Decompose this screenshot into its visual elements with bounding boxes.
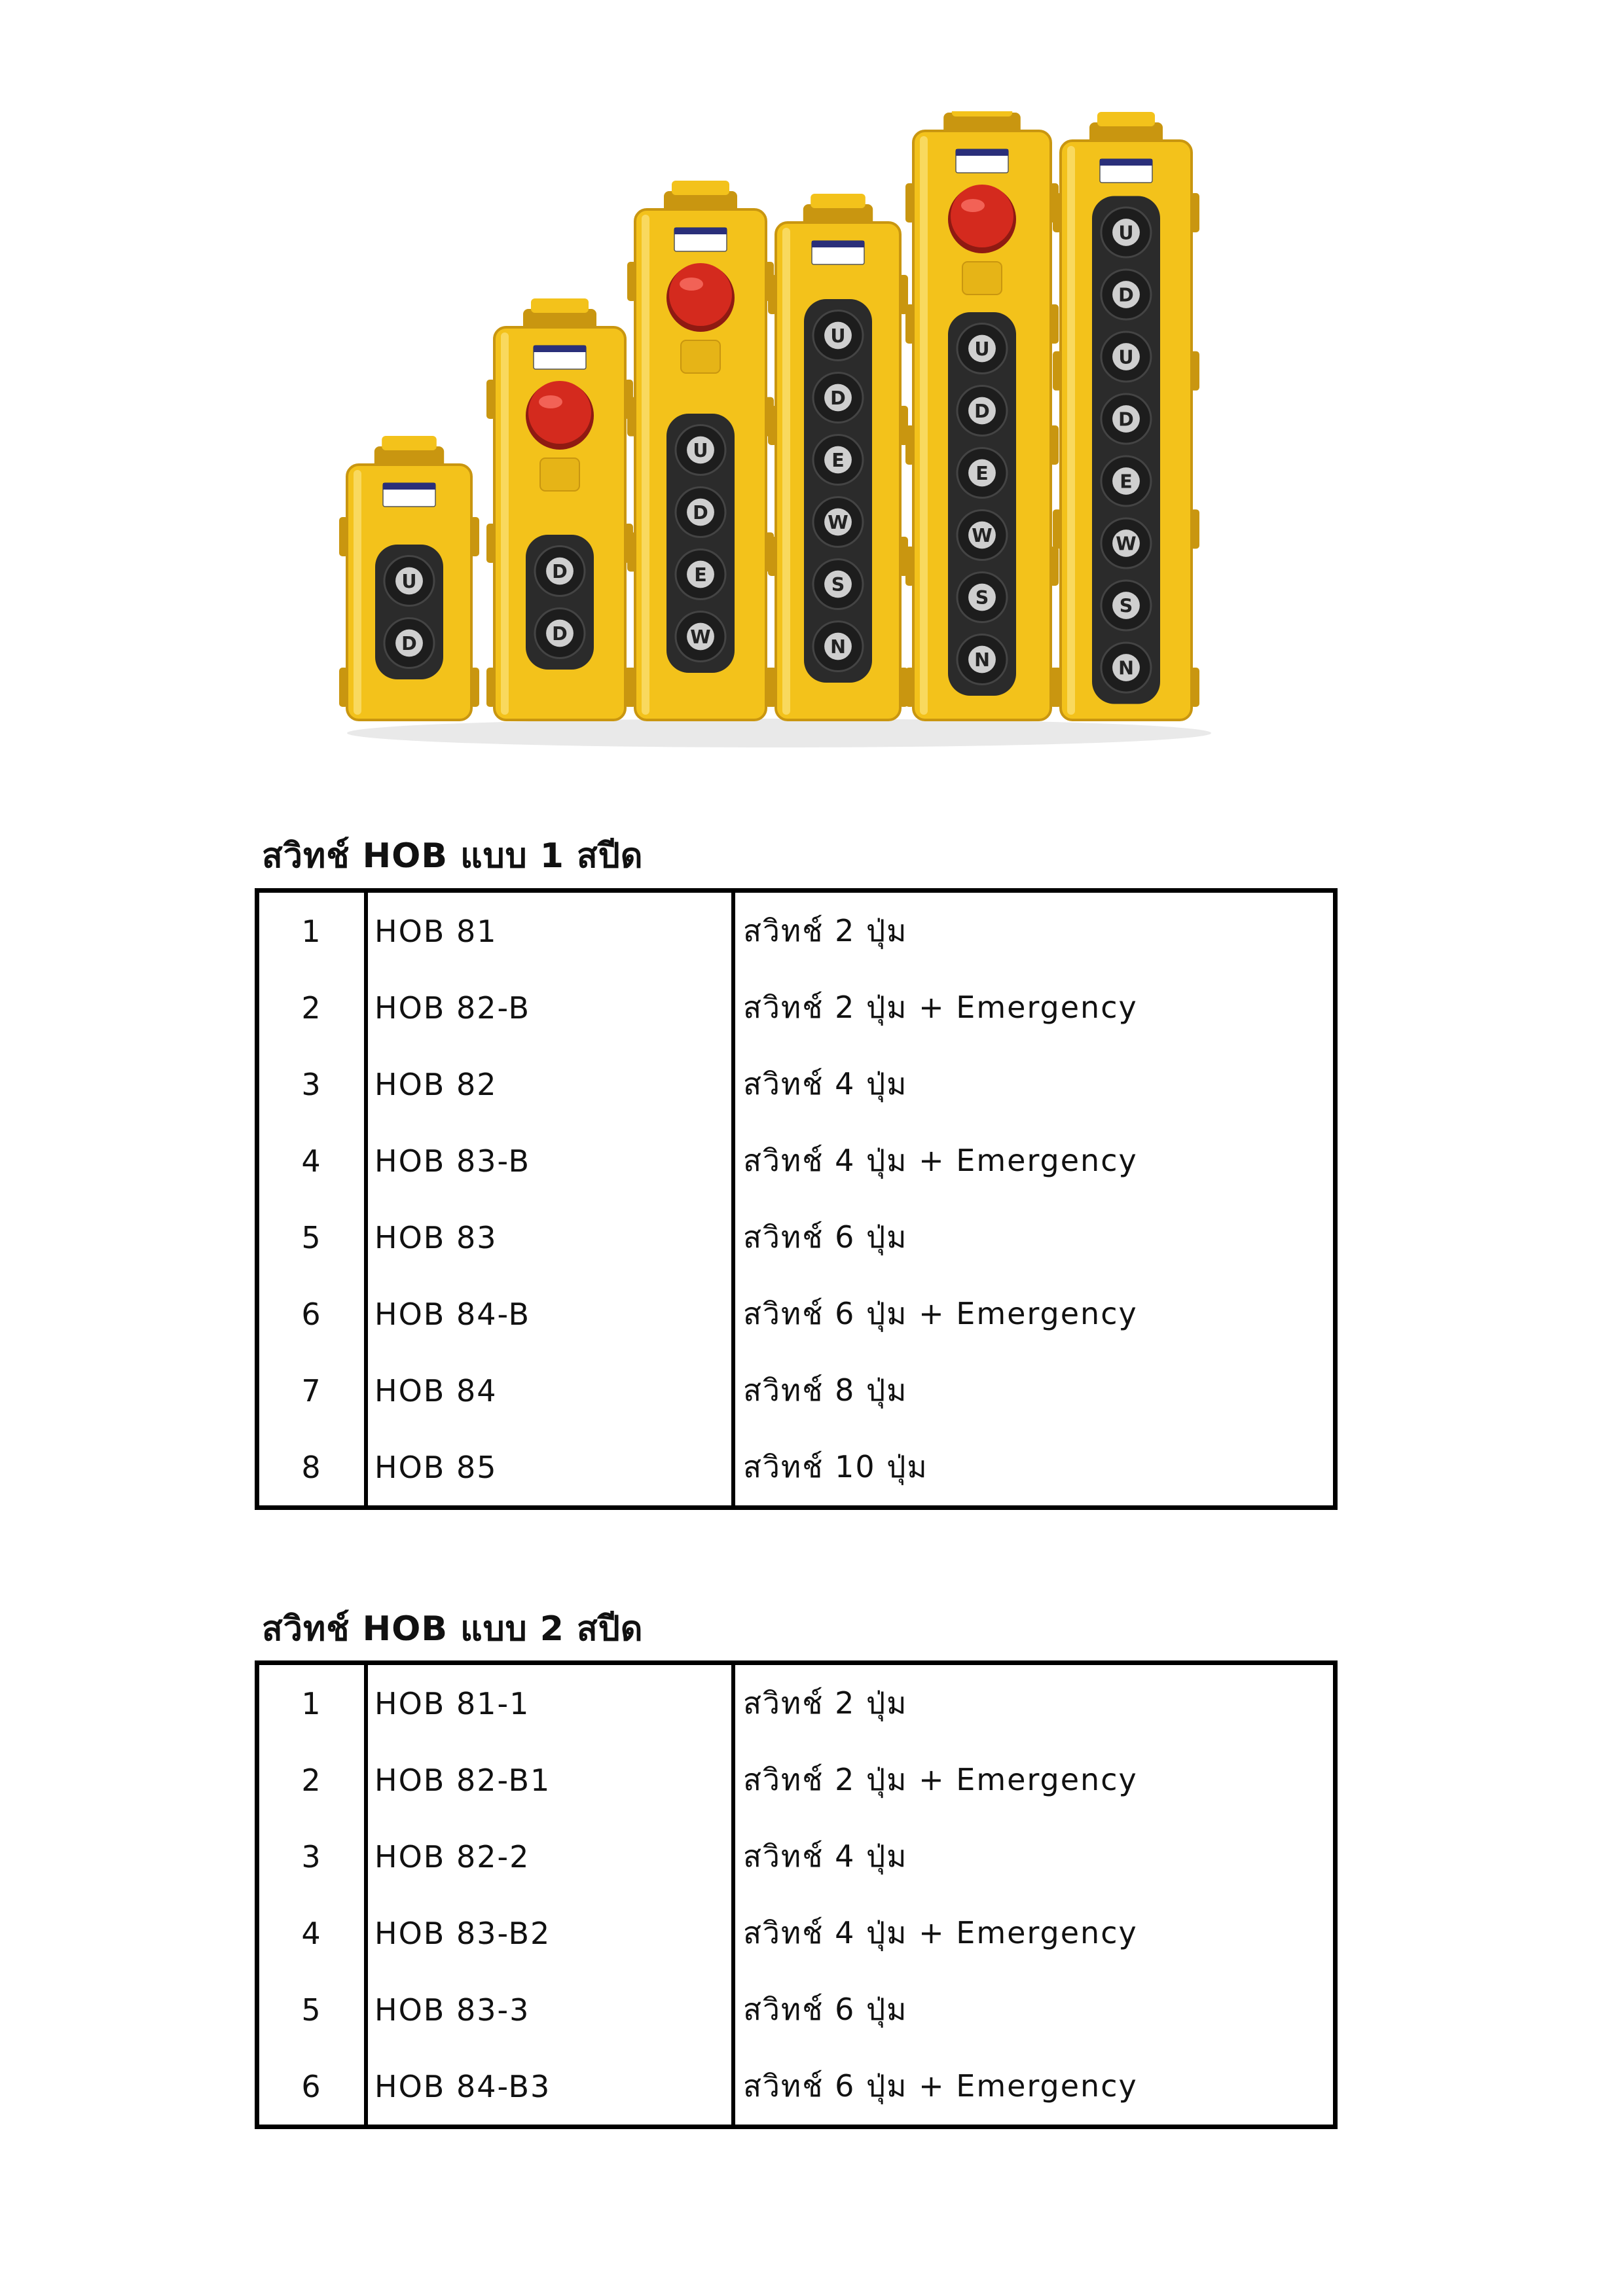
button-letter: U — [830, 325, 846, 347]
row-number: 1 — [257, 891, 367, 970]
description-cell: สวิทช์ 2 ปุ่ม — [743, 913, 908, 948]
description-cell: สวิทช์ 6 ปุ่ม — [743, 1992, 908, 2027]
model-cell: HOB 84-B3 — [366, 2048, 733, 2127]
model-cell: HOB 84-B — [366, 1276, 733, 1352]
model-cell: HOB 83-3 — [366, 1971, 733, 2048]
button-letter: S — [1119, 595, 1133, 617]
model-cell: HOB 85 — [366, 1429, 733, 1508]
button-letter: U — [1118, 222, 1134, 244]
table-row — [257, 891, 1336, 970]
button-letter: E — [1120, 471, 1133, 493]
pendant-switch — [486, 298, 633, 720]
button-letter: U — [974, 338, 990, 360]
button-letter: D — [552, 622, 568, 645]
row-number: 6 — [257, 2048, 367, 2127]
table-row — [257, 1122, 1336, 1199]
description-cell: สวิทช์ 4 ปุ่ม — [743, 1066, 908, 1102]
model-cell: HOB 82-B — [366, 969, 733, 1046]
button-letter: N — [974, 649, 990, 671]
button-letter: D — [830, 387, 846, 409]
description-cell: สวิทช์ 10 ปุ่ม — [743, 1449, 928, 1484]
row-number: 3 — [257, 1818, 367, 1895]
section-title-1-speed: สวิทช์ HOB แบบ 1 สปีด — [262, 836, 644, 876]
button-letter: S — [975, 586, 989, 609]
spec-table-1-speed — [255, 888, 1338, 1510]
row-number: 8 — [257, 1429, 367, 1508]
description-cell: สวิทช์ 6 ปุ่ม — [743, 1219, 908, 1255]
table-row — [257, 1199, 1336, 1276]
row-number: 5 — [257, 1971, 367, 2048]
table-row — [257, 1663, 1336, 1742]
row-number: 5 — [257, 1199, 367, 1276]
button-letter: D — [974, 400, 990, 422]
description-cell: สวิทช์ 6 ปุ่ม + Emergency — [743, 1296, 1138, 1331]
model-cell: HOB 82-2 — [366, 1818, 733, 1895]
model-cell: HOB 82-B1 — [366, 1742, 733, 1818]
button-letter: W — [690, 626, 711, 648]
button-letter: D — [552, 560, 568, 583]
model-cell: HOB 83-B — [366, 1122, 733, 1199]
button-letter: N — [1118, 657, 1134, 679]
button-letter: S — [831, 573, 845, 596]
pendant-switch — [905, 111, 1059, 720]
button-letter: U — [693, 439, 708, 461]
model-cell: HOB 82 — [366, 1046, 733, 1122]
model-cell: HOB 81-1 — [366, 1663, 733, 1742]
button-letter: N — [830, 636, 846, 658]
model-cell: HOB 83 — [366, 1199, 733, 1276]
row-number: 2 — [257, 1742, 367, 1818]
button-letter: W — [828, 511, 848, 533]
row-number: 7 — [257, 1352, 367, 1429]
button-letter: U — [1118, 346, 1134, 368]
floor-shadow — [347, 719, 1211, 747]
pendant-switch — [339, 436, 479, 720]
pendant-switch — [1053, 112, 1199, 720]
model-cell: HOB 84 — [366, 1352, 733, 1429]
model-cell: HOB 83-B2 — [366, 1895, 733, 1971]
button-letter: D — [1118, 408, 1134, 431]
table-row — [257, 1971, 1336, 2048]
button-letter: W — [1116, 533, 1137, 555]
row-number: 4 — [257, 1895, 367, 1971]
spec-table-2-speed — [255, 1660, 1338, 2129]
description-cell: สวิทช์ 2 ปุ่ม + Emergency — [743, 990, 1138, 1025]
button-letter: U — [401, 570, 417, 592]
pendant-switch — [627, 181, 774, 720]
description-cell: สวิทช์ 6 ปุ่ม + Emergency — [743, 2068, 1138, 2104]
table-row — [257, 1046, 1336, 1122]
table-row — [257, 1895, 1336, 1971]
button-letter: D — [693, 501, 708, 524]
button-letter: E — [976, 462, 989, 484]
button-letter: E — [694, 564, 707, 586]
table-row — [257, 969, 1336, 1046]
table-row — [257, 2048, 1336, 2127]
button-letter: E — [831, 449, 845, 471]
description-cell: สวิทช์ 2 ปุ่ม + Emergency — [743, 1762, 1138, 1797]
description-cell: สวิทช์ 4 ปุ่ม — [743, 1839, 908, 1874]
button-letter: D — [1118, 284, 1134, 306]
description-cell: สวิทช์ 8 ปุ่ม — [743, 1372, 908, 1408]
table-row — [257, 1742, 1336, 1818]
table-row — [257, 1276, 1336, 1352]
table-row — [257, 1429, 1336, 1508]
description-cell: สวิทช์ 4 ปุ่ม + Emergency — [743, 1915, 1138, 1950]
table-row — [257, 1818, 1336, 1895]
pendant-switch — [768, 194, 908, 720]
row-number: 4 — [257, 1122, 367, 1199]
section-title-2-speed: สวิทช์ HOB แบบ 2 สปีด — [262, 1609, 644, 1649]
row-number: 1 — [257, 1663, 367, 1742]
product-photo — [327, 111, 1231, 759]
description-cell: สวิทช์ 4 ปุ่ม + Emergency — [743, 1143, 1138, 1178]
row-number: 6 — [257, 1276, 367, 1352]
row-number: 2 — [257, 969, 367, 1046]
description-cell: สวิทช์ 2 ปุ่ม — [743, 1685, 908, 1721]
model-cell: HOB 81 — [366, 891, 733, 970]
button-letter: W — [972, 524, 993, 547]
button-letter: D — [401, 632, 417, 655]
table-row — [257, 1352, 1336, 1429]
row-number: 3 — [257, 1046, 367, 1122]
